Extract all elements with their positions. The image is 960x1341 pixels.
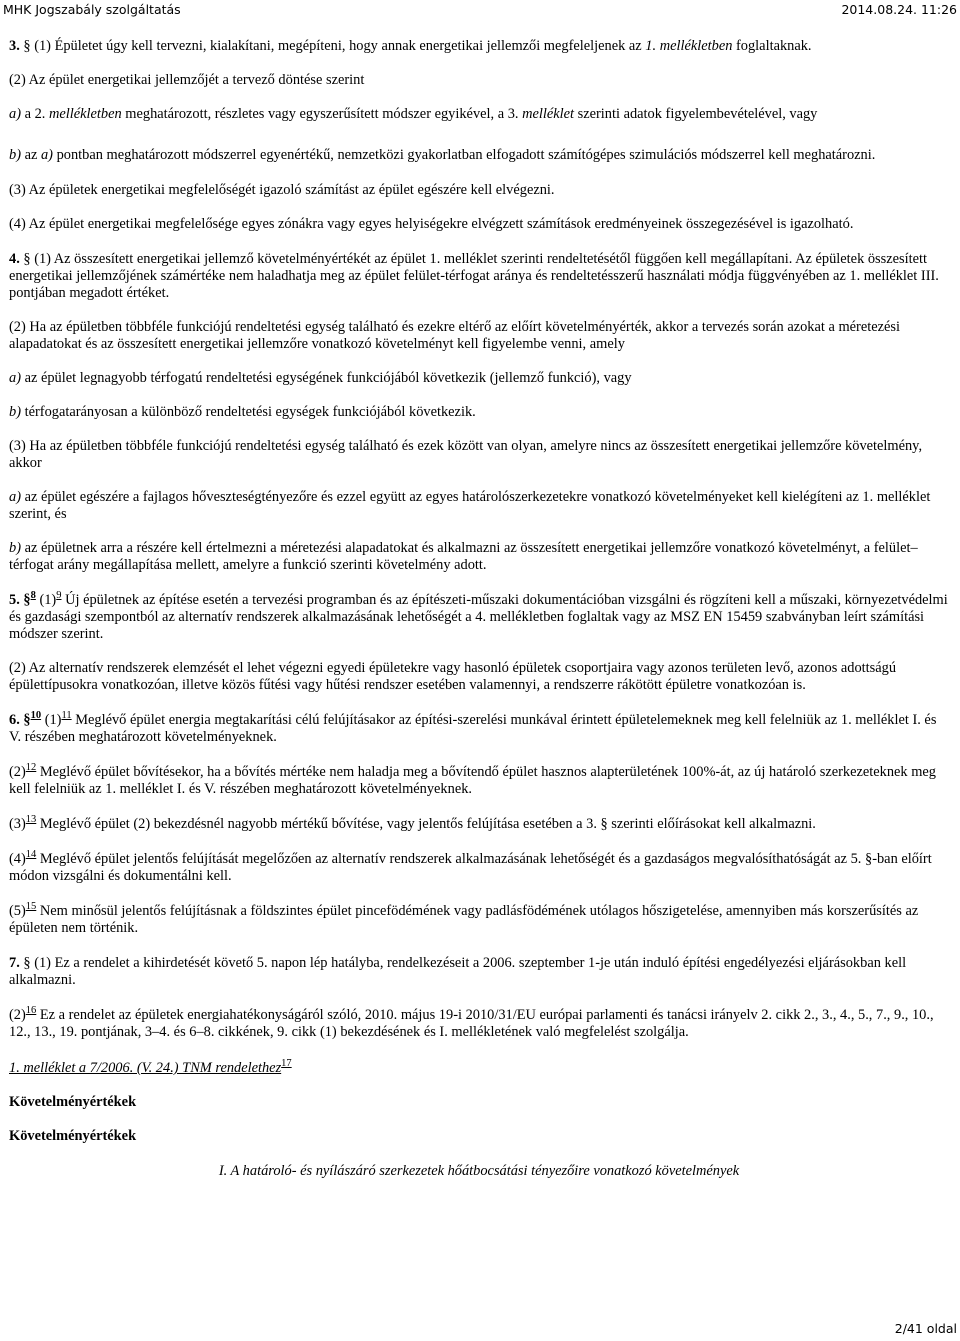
footnote-link[interactable]: 15 <box>25 901 37 913</box>
footnote-link[interactable]: 14 <box>25 849 37 861</box>
paragraph-3-1: 3. § (1) Épületet úgy kell tervezni, kialakítani, megépíteni, hogy annak energetikai jellemzői megfeleljenek az 1. mellékletben foglaltaknak. <box>9 38 812 54</box>
requirements-heading-1: Követelményértékek <box>9 1094 137 1110</box>
section-number: 5. <box>9 592 20 608</box>
paragraph-3-2a: a) a 2. mellékletben meghatározott, részletes vagy egyszerűsített módszer egyikével, a 3. melléklet szerinti adatok figyelembevételével, vagy <box>9 106 818 122</box>
page-number: 2/41 oldal <box>894 1321 957 1336</box>
footnote-link[interactable]: 9 <box>56 590 62 602</box>
section-i-title: I. A határoló- és nyílászáró szerkezetek hőátbocsátási tényezőire vonatkozó követelmények <box>218 1163 740 1179</box>
requirements-heading-2: Követelményértékek <box>9 1128 137 1144</box>
paragraph-6-4: $(4)^{14}$ Meglévő épület jelentős felújítását megelőzően az alternatív rendszerek alkalmazásának lehetőségét és a gazdaságos megvalósíthatóságát az 5. §-ban előírt módon vizsgálni és dokumentálni kell. <box>9 849 932 884</box>
paragraph-4-2b: b) térfogatarányosan a különböző rendeltetési egységek funkciójából következik. <box>9 404 476 420</box>
paragraph-6-5: $(5)^{15}$ Nem minősül jelentős felújításnak a földszintes épület pincefödémének vagy padlásfödémének utólagos hőszigetelése, amennyiben más korszerűsítés az épületen nem történik. <box>9 901 919 936</box>
section-number: 6. <box>9 712 20 728</box>
footnote-link[interactable]: 11 <box>61 710 72 722</box>
header-datetime: 2014.08.24. 11:26 <box>841 2 957 17</box>
paragraph-7-1: 7. § (1) Ez a rendelet a kihirdetését követő 5. napon lép hatályba, rendelkezéseit a 2006. szeptember 1-je után induló építési engedélyezési eljárásokban kell alkalmazni. <box>9 955 907 988</box>
paragraph-5-1: 5. §$^8$ $(1)^9$ Új épületnek az építése esetén a tervezési programban és az építészeti-műszaki dokumentációban vizsgálni és rögzíteni kell a műszaki, környezetvédelmi és gazdasági szempontból az alternatív rendszerek alkalmazásának lehetőségét a 4. mellékletben foglaltak vagy az MSZ EN 15459 szabványban leírt számítási módszer szerint. <box>9 590 948 642</box>
section-number: 4. <box>9 251 20 267</box>
footnote-link[interactable]: 12 <box>25 762 37 774</box>
page-header <box>0 0 960 22</box>
paragraph-4-2: (2) Ha az épületben többféle funkciójú rendeltetési egység található és ezekre eltérő az előírt követelményérték, akkor a tervezés során azokat a méretezési alapadatokat és az összesített energetikai jellemzőre vonatkozó követelményt kell figyelembe venni, amely <box>9 319 900 352</box>
paragraph-3-4: (4) Az épület energetikai megfelelősége egyes zónákra vagy egyes helyiségekre elvégzett számítások eredményeinek összegezésével is igazolható. <box>9 216 854 232</box>
paragraph-6-1: 6. §$^{10}$ $(1)^{11}$ Meglévő épület energia megtakarítási célú felújításakor az építési-szerelési munkával érintett épületelemeknek meg kell felelniük az 1. melléklet I. és V. részében meghatározott követelményeknek. <box>9 710 937 745</box>
paragraph-4-3b: b) az épületnek arra a részére kell értelmezni a méretezési alapadatokat és alkalmazni az összesített energetikai jellemzőre vonatkozó követelményt, a felület–térfogat arány megállapítása mellett, amelyre a funkció szerinti követelmény adott. <box>9 540 918 573</box>
footnote-link[interactable]: 16 <box>25 1005 37 1017</box>
footnote-link[interactable]: 13 <box>25 814 37 826</box>
footnote-link[interactable]: 17 <box>281 1058 292 1070</box>
paragraph-6-3: $(3)^{13}$ Meglévő épület (2) bekezdésnél nagyobb mértékű bővítése, vagy jelentős felújítása esetében a 3. § szerinti előírásokat kell alkalmazni. <box>9 814 816 832</box>
paragraph-7-2: $(2)^{16}$ Ez a rendelet az épületek energiahatékonyságáról szóló, 2010. május 19-i 2010/31/EU európai parlamenti és tanácsi irányelv 2. cikk 2., 3., 4., 5., 7., 9., 10., 12., 13., 19. pontjának, 3–4. és 6–8. cikkének, 9. cikk (1) bekezdésének és I. mellékletének való megfelelést szolgálja. <box>9 1005 934 1040</box>
paragraph-3-3: (3) Az épületek energetikai megfelelőségét igazoló számítást az épület egészére kell elvégezni. <box>9 182 555 198</box>
paragraph-3-2: (2) Az épület energetikai jellemzőjét a tervező döntése szerint <box>9 72 365 88</box>
paragraph-6-2: $(2)^{12}$ Meglévő épület bővítésekor, ha a bővítés mértéke nem haladja meg a bővítendő épület hasznos alapterületének 100%-át, az új határoló szerkezeteknek meg kell felelniük az 1. melléklet I. és V. részében meghatározott követelményeknek. <box>9 762 936 797</box>
section-number: 3. <box>9 38 20 54</box>
paragraph-4-2a: a) az épület legnagyobb térfogatú rendeltetési egységének funkciójából következik (jellemző funkció), vagy <box>9 370 632 386</box>
annex-title: 1. melléklet a 7/2006. (V. 24.) TNM rendelethez$^{17}$ <box>9 1058 292 1076</box>
paragraph-3-2b: b) az a) pontban meghatározott módszerrel egyenértékű, nemzetközi gyakorlatban elfogadott számítógépes szimulációs módszerrel kell meghatározni. <box>9 147 876 163</box>
paragraph-4-3a: a) az épület egészére a fajlagos hőveszteségtényezőre és ezzel együtt az egyes határolószerkezetekre vonatkozó követelményeket kell kielégíteni az 1. melléklet szerint, és <box>9 489 931 522</box>
paragraph-4-3: (3) Ha az épületben többféle funkciójú rendeltetési egység található és ezek között van olyan, amelyre nincs az összesített energetikai jellemzőre követelmény, akkor <box>9 438 923 471</box>
paragraph-4-1: 4. § (1) Az összesített energetikai jellemző követelményértékét az épület 1. melléklet szerinti rendeltetésétől függően kell megállapítani. Az épületek összesített energetikai jellemzőjének számértéke nem haladhatja meg az épület felület-térfogat aránya és rendeltetésszerű használati módja függvényében az 1. melléklet III. pontjában megadott értéket. <box>9 251 939 301</box>
footnote-link[interactable]: 10 <box>30 710 42 722</box>
paragraph-5-2: (2) Az alternatív rendszerek elemzését el lehet végezni egyedi épületekre vagy hasonló épületek csoportjaira vagy azonos területen levő, azonos adottságú épülettípusokra vonatkozóan, illetve közös fűtési vagy hűtési rendszer esetében valamennyi, a rendszerre rákötött épületre vonatkozóan is. <box>9 660 897 693</box>
footnote-link[interactable]: 8 <box>30 590 36 602</box>
header-source: MHK Jogszabály szolgáltatás <box>3 2 181 17</box>
document-body <box>9 38 949 1180</box>
section-number: 7. <box>9 955 20 971</box>
